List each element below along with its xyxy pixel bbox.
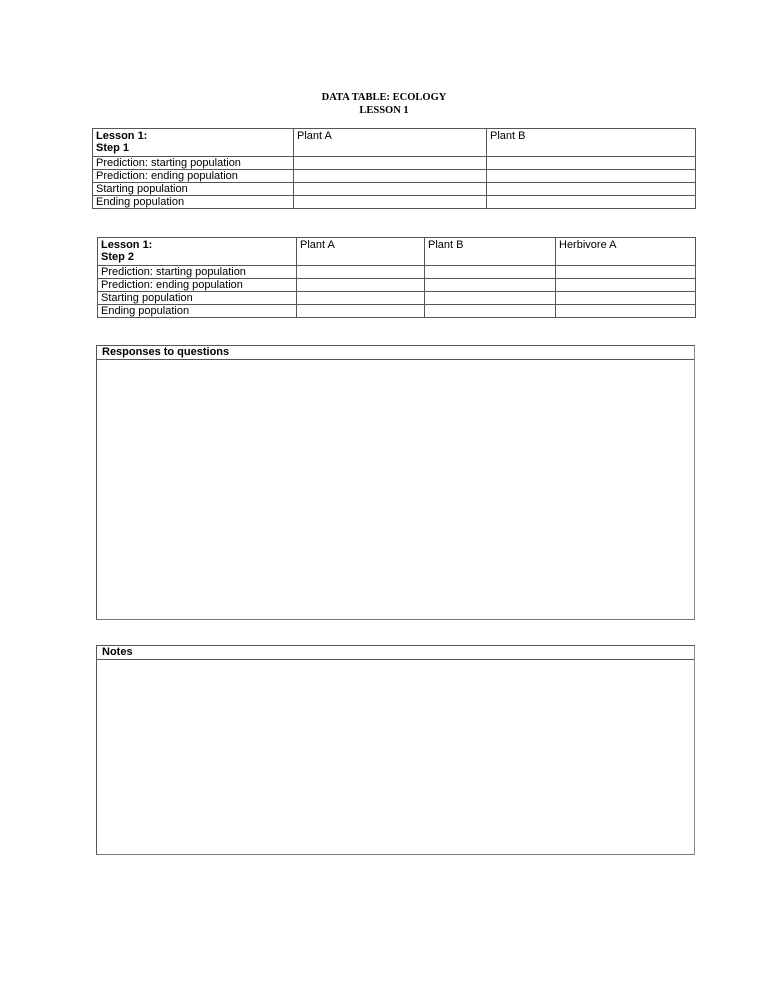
table-header-row xyxy=(98,238,696,266)
notes-heading: Notes xyxy=(97,646,694,660)
table-row xyxy=(93,157,696,170)
data-cell[interactable] xyxy=(556,279,696,292)
row-label: Prediction: starting population xyxy=(93,157,294,170)
data-cell[interactable] xyxy=(425,305,556,318)
data-cell[interactable] xyxy=(556,305,696,318)
column-header-plant-a: Plant A xyxy=(294,129,487,157)
column-header-herbivore-a: Herbivore A xyxy=(556,238,696,266)
row-label: Starting population xyxy=(93,183,294,196)
data-cell[interactable] xyxy=(294,170,487,183)
data-cell[interactable] xyxy=(556,292,696,305)
row-label: Ending population xyxy=(93,196,294,209)
notes-section xyxy=(96,645,695,855)
row-label: Prediction: ending population xyxy=(93,170,294,183)
table-header-label: Lesson 1: Step 1 xyxy=(93,129,294,157)
data-cell[interactable] xyxy=(297,279,425,292)
table-header-row xyxy=(93,129,696,157)
responses-section xyxy=(96,345,695,620)
data-cell[interactable] xyxy=(294,196,487,209)
data-cell[interactable] xyxy=(297,305,425,318)
table-row xyxy=(93,196,696,209)
data-cell[interactable] xyxy=(487,183,696,196)
data-cell[interactable] xyxy=(297,292,425,305)
data-cell[interactable] xyxy=(556,266,696,279)
data-cell[interactable] xyxy=(487,157,696,170)
table-row xyxy=(93,183,696,196)
data-cell[interactable] xyxy=(425,266,556,279)
document-title xyxy=(0,91,768,117)
table-row xyxy=(98,279,696,292)
title-line-1: DATA TABLE: ECOLOGY xyxy=(321,92,447,103)
data-cell[interactable] xyxy=(297,266,425,279)
column-header-plant-b: Plant B xyxy=(487,129,696,157)
row-label: Prediction: starting population xyxy=(98,266,297,279)
data-cell[interactable] xyxy=(294,183,487,196)
row-label: Prediction: ending population xyxy=(98,279,297,292)
data-cell[interactable] xyxy=(425,279,556,292)
table-row xyxy=(93,170,696,183)
data-cell[interactable] xyxy=(294,157,487,170)
table-row xyxy=(98,266,696,279)
data-cell[interactable] xyxy=(425,292,556,305)
step1-data-table xyxy=(92,128,696,209)
row-label: Ending population xyxy=(98,305,297,318)
notes-area[interactable] xyxy=(97,660,694,854)
column-header-plant-a: Plant A xyxy=(297,238,425,266)
table-row xyxy=(98,305,696,318)
column-header-plant-b: Plant B xyxy=(425,238,556,266)
data-cell[interactable] xyxy=(487,170,696,183)
responses-heading: Responses to questions xyxy=(97,346,694,360)
data-cell[interactable] xyxy=(487,196,696,209)
responses-area[interactable] xyxy=(97,360,694,619)
title-line-2: LESSON 1 xyxy=(359,105,409,116)
table-header-label: Lesson 1: Step 2 xyxy=(98,238,297,266)
row-label: Starting population xyxy=(98,292,297,305)
step2-data-table xyxy=(97,237,696,318)
table-row xyxy=(98,292,696,305)
